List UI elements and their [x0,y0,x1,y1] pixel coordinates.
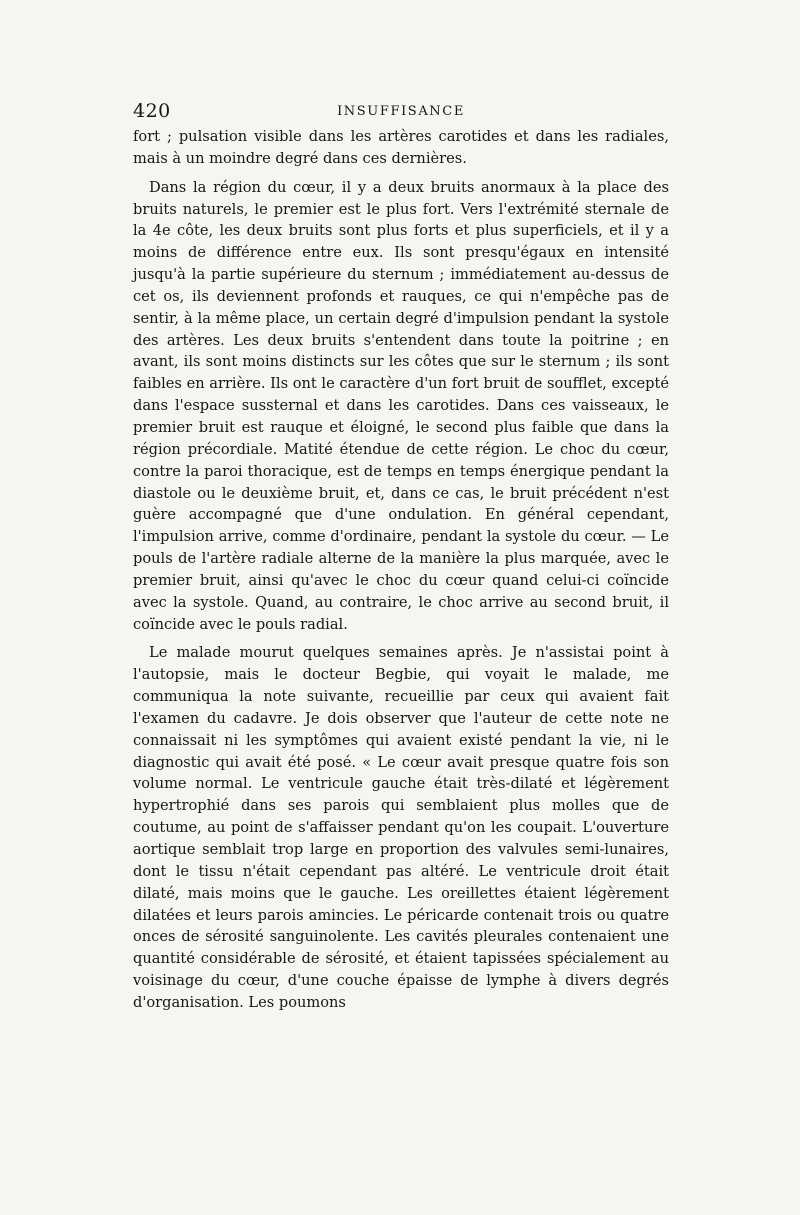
running-head: INSUFFISANCE [337,104,465,119]
book-page [133,100,669,1014]
page-header [133,100,669,126]
paragraph-continuation: fort ; pulsation visible dans les artères carotides et dans les radiales, mais à un moindre degré dans ces dernières. [133,128,669,167]
paragraph-heart-sounds: Dans la région du cœur, il y a deux bruits anormaux à la place des bruits naturels, le premier est le plus fort. Vers l'extrémité sternale de la 4e côte, les deux bruits sont plus forts et plus superficiels, et il y a moins de différence entre eux. Ils sont presqu'égaux en intensité jusqu'à la partie supérieure du sternum ; immédiatement au-dessus de cet os, ils deviennent profonds et rauques, ce qui n'empêche pas de sentir, à la même place, un certain degré d'impulsion pendant la systole des artères. Les deux bruits s'entendent dans toute la poitrine ; en avant, ils sont moins distincts sur les côtes que sur le sternum ; ils sont faibles en arrière. Ils ont le caractère d'un fort bruit de soufflet, excepté dans l'espace sussternal et dans les carotides. Dans ces vaisseaux, le premier bruit est rauque et éloigné, le second plus faible que dans la région précordiale. Matité étendue de cette région. Le choc du cœur, contre la paroi thoracique, est de temps en temps énergique pendant la diastole ou le deuxième bruit, et, dans ce cas, le bruit précédent n'est guère accompagné que d'une ondulation. En général cependant, l'impulsion arrive, comme d'ordinaire, pendant la systole du cœur. — Le pouls de l'artère radiale alterne de la manière la plus marquée, avec le premier bruit, ainsi qu'avec le choc du cœur quand celui-ci coïncide avec la systole. Quand, au contraire, le choc arrive au second bruit, il coïncide avec le pouls radial. [133,178,669,633]
paragraph-autopsy: Le malade mourut quelques semaines après. Je n'assistai point à l'autopsie, mais le docteur Begbie, qui voyait le malade, me communiqua la note suivante, recueillie par ceux qui avaient fait l'examen du cadavre. Je dois observer que l'auteur de cette note ne connaissait ni les symptômes qui avaient existé pendant la vie, ni le diagnostic qui avait été posé. « Le cœur avait presque quatre fois son volume normal. Le ventricule gauche était très-dilaté et légèrement hypertrophié dans ses parois qui semblaient plus molles que de coutume, au point de s'affaisser pendant qu'on les coupait. L'ouverture aortique semblait trop large en proportion des valvules semi-lunaires, dont le tissu n'était cependant pas altéré. Le ventricule droit était dilaté, mais moins que le gauche. Les oreillettes étaient légèrement dilatées et leurs parois amincies. Le péricarde contenait trois ou quatre onces de sérosité sanguinolente. Les cavités pleurales contenaient une quantité considérable de sérosité, et étaient tapissées spécialement au voisinage du cœur, d'une couche épaisse de lymphe à divers degrés d'organisation. Les poumons [133,644,669,1011]
page-number: 420 [133,100,171,122]
